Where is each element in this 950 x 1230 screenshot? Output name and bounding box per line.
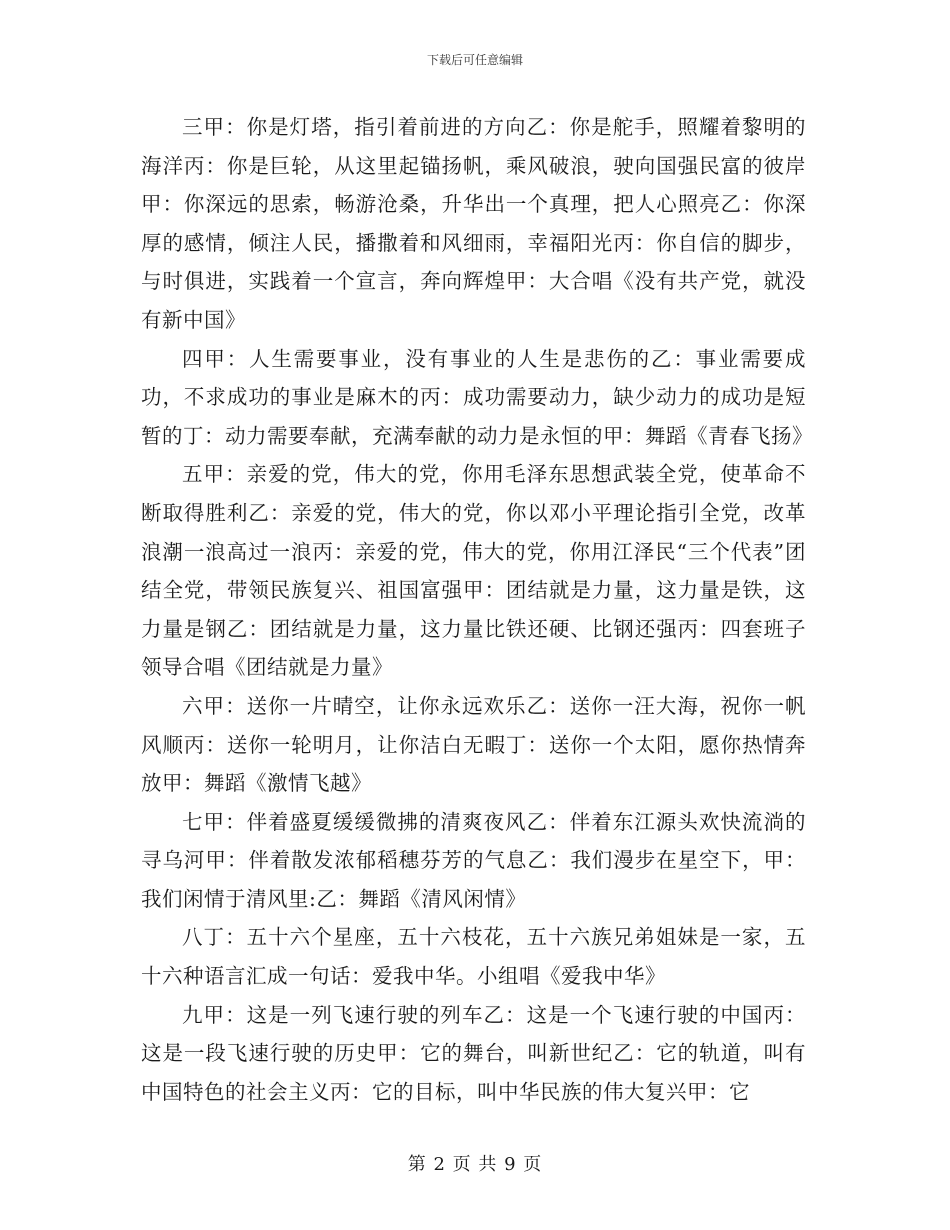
page-header: 下载后可任意编辑	[426, 53, 523, 67]
paragraph-4: 四甲：人生需要事业，没有事业的人生是悲伤的乙：事业需要成功，不求成功的事业是麻木的丙：成功需要动力，缺少动力的成功是短暂的丁：动力需要奉献，充满奉献的动力是永恒的甲：舞蹈《青春飞扬》	[141, 346, 813, 448]
paragraph-8: 八丁：五十六个星座，五十六枝花，五十六族兄弟姐妹是一家，五十六种语言汇成一句话：爱我中华。小组唱《爱我中华》	[141, 925, 806, 989]
paragraph-7: 七甲：伴着盛夏缓缓微拂的清爽夜风乙：伴着东江源头欢快流淌的寻乌河甲：伴着散发浓郁稻穗芬芳的气息乙：我们漫步在星空下，甲：我们闲情于清风里:乙：舞蹈《清风闲情》	[141, 809, 806, 911]
document-body	[141, 108, 813, 1111]
paragraph-5: 五甲：亲爱的党，伟大的党，你用毛泽东思想武装全党，使革命不断取得胜利乙：亲爱的党，伟大的党，你以邓小平理论指引全党，改革浪潮一浪高过一浪丙：亲爱的党，伟大的党，你用江泽民“三个代表”团结全党，带领民族复兴、祖国富强甲：团结就是力量，这力量是铁，这力量是钢乙：团结就是力量，这力量比铁还硬、比钢还强丙：四套班子领导合唱《团结就是力量》	[141, 462, 806, 680]
paragraph-9: 九甲：这是一列飞速行驶的列车乙：这是一个飞速行驶的中国丙：这是一段飞速行驶的历史甲：它的舞台，叫新世纪乙：它的轨道，叫有中国特色的社会主义丙：它的目标，叫中华民族的伟大复兴甲：它	[141, 1002, 806, 1104]
paragraph-6: 六甲：送你一片晴空，让你永远欢乐乙：送你一汪大海，祝你一帆风顺丙：送你一轮明月，让你洁白无暇丁：送你一个太阳，愿你热情奔放甲：舞蹈《激情飞越》	[141, 693, 806, 796]
page-footer: 第 2 页 共 9 页	[407, 1154, 543, 1175]
paragraph-3: 三甲：你是灯塔，指引着前进的方向乙：你是舵手，照耀着黎明的海洋丙：你是巨轮，从这里起锚扬帆，乘风破浪，驶向国强民富的彼岸甲：你深远的思索，畅游沧桑，升华出一个真理，把人心照亮乙：你深厚的感情，倾注人民，播撒着和风细雨，幸福阳光丙：你自信的脚步，与时俱进，实践着一个宣言，奔向辉煌甲：大合唱《没有共产党，就没有新中国》	[141, 115, 806, 332]
